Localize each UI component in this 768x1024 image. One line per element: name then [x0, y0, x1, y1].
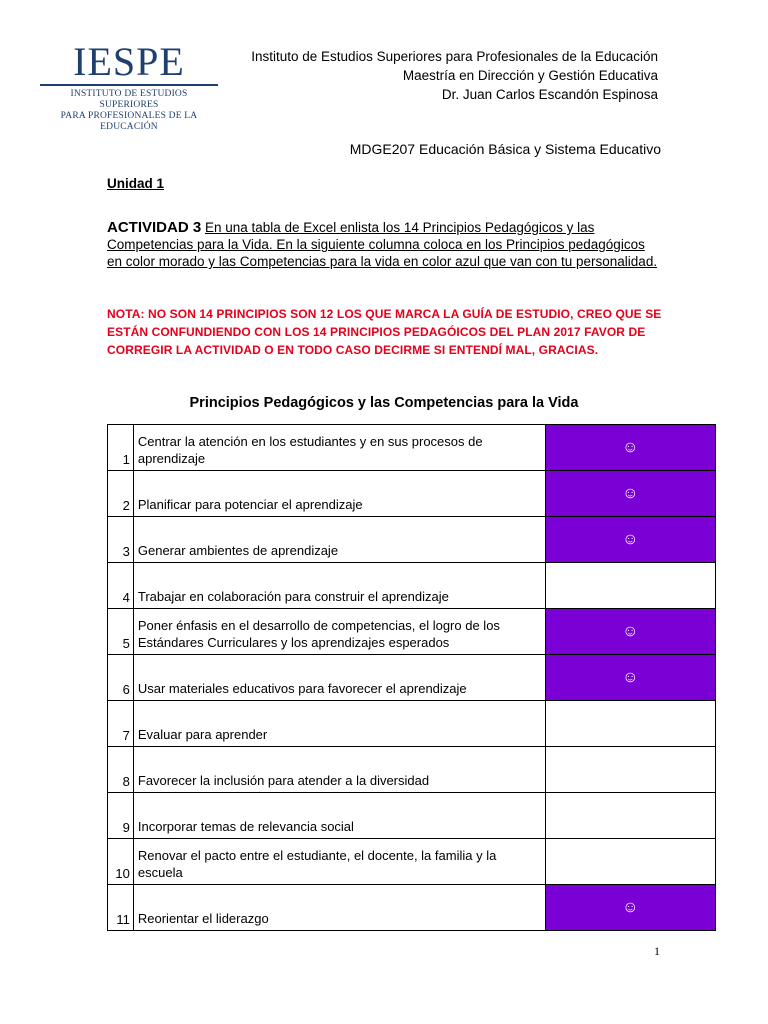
row-number: 2 — [108, 471, 134, 517]
row-number: 9 — [108, 793, 134, 839]
program-name: Maestría en Dirección y Gestión Educativa — [402, 68, 658, 83]
row-number: 1 — [108, 425, 134, 471]
table-row — [108, 701, 716, 747]
logo-wordmark: IESPE — [73, 39, 185, 84]
principle-text: Incorporar temas de relevancia social — [133, 793, 545, 839]
principle-text: Poner énfasis en el desarrollo de competencias, el logro de los Estándares Curriculares y los aprendizajes esperados — [133, 609, 545, 655]
row-number: 11 — [108, 885, 134, 931]
principle-text: Trabajar en colaboración para construir el aprendizaje — [133, 563, 545, 609]
smiley-icon: ☺ — [545, 655, 715, 701]
principle-text: Usar materiales educativos para favorecer el aprendizaje — [133, 655, 545, 701]
table-row — [108, 793, 716, 839]
smiley-icon: ☺ — [545, 885, 715, 931]
table-row — [108, 839, 716, 885]
empty-mark-cell — [545, 701, 715, 747]
iespe-logo — [40, 39, 218, 133]
table-row — [108, 655, 716, 701]
empty-mark-cell — [545, 747, 715, 793]
principles-table-body — [108, 425, 716, 931]
institution-header — [251, 47, 658, 104]
smiley-icon: ☺ — [545, 609, 715, 655]
activity-instructions — [107, 219, 662, 270]
smiley-icon: ☺ — [545, 425, 715, 471]
table-row — [108, 747, 716, 793]
page-number: 1 — [654, 944, 660, 958]
smiley-icon: ☺ — [545, 471, 715, 517]
row-number: 7 — [108, 701, 134, 747]
table-row — [108, 425, 716, 471]
row-number: 10 — [108, 839, 134, 885]
note-warning: NOTA: NO SON 14 PRINCIPIOS SON 12 LOS QUE MARCA LA GUÍA DE ESTUDIO, CREO QUE SE ESTÁN CONFUNDIENDO CON LOS 14 PRINCIPIOS PEDAGÓICOS DEL PLAN 2017 FAVOR DE CORREGIR LA ACTIVIDAD O EN TODO CASO DECIRME SI ENTENDÍ MAL, GRACIAS. — [107, 307, 662, 357]
row-number: 5 — [108, 609, 134, 655]
principle-text: Renovar el pacto entre el estudiante, el docente, la familia y la escuela — [133, 839, 545, 885]
table-row — [108, 609, 716, 655]
table-title: Principios Pedagógicos y las Competencias para la Vida — [189, 395, 579, 411]
principle-text: Evaluar para aprender — [133, 701, 545, 747]
table-row — [108, 563, 716, 609]
principle-text: Favorecer la inclusión para atender a la diversidad — [133, 747, 545, 793]
unit-heading: Unidad 1 — [107, 176, 165, 191]
empty-mark-cell — [545, 839, 715, 885]
principles-table — [107, 424, 716, 931]
smiley-icon: ☺ — [545, 517, 715, 563]
author-name: Dr. Juan Carlos Escandón Espinosa — [441, 87, 658, 102]
institution-name: Instituto de Estudios Superiores para Profesionales de la Educación — [251, 49, 658, 64]
table-row — [108, 517, 716, 563]
table-row — [108, 471, 716, 517]
principle-text: Generar ambientes de aprendizaje — [133, 517, 545, 563]
activity-label: ACTIVIDAD 3 — [107, 219, 202, 236]
principle-text: Centrar la atención en los estudiantes y en sus procesos de aprendizaje — [133, 425, 545, 471]
table-row — [108, 885, 716, 931]
principle-text: Reorientar el liderazgo — [133, 885, 545, 931]
logo-subtitle-2: PARA PROFESIONALES DE LA EDUCACIÓN — [60, 111, 198, 132]
principle-text: Planificar para potenciar el aprendizaje — [133, 471, 545, 517]
empty-mark-cell — [545, 793, 715, 839]
empty-mark-cell — [545, 563, 715, 609]
row-number: 8 — [108, 747, 134, 793]
row-number: 4 — [108, 563, 134, 609]
row-number: 3 — [108, 517, 134, 563]
activity-text: En una tabla de Excel enlista los 14 Principios Pedagógicos y las Competencias para la Vida. En la siguiente columna coloca en los Principios pedagógicos en color morado y las Competencias para la vida en color azul que van con tu personalidad. — [107, 220, 658, 269]
logo-divider — [40, 84, 218, 86]
logo-subtitle-1: INSTITUTO DE ESTUDIOS SUPERIORES — [70, 89, 188, 110]
course-title: MDGE207 Educación Básica y Sistema Educativo — [349, 141, 661, 157]
row-number: 6 — [108, 655, 134, 701]
